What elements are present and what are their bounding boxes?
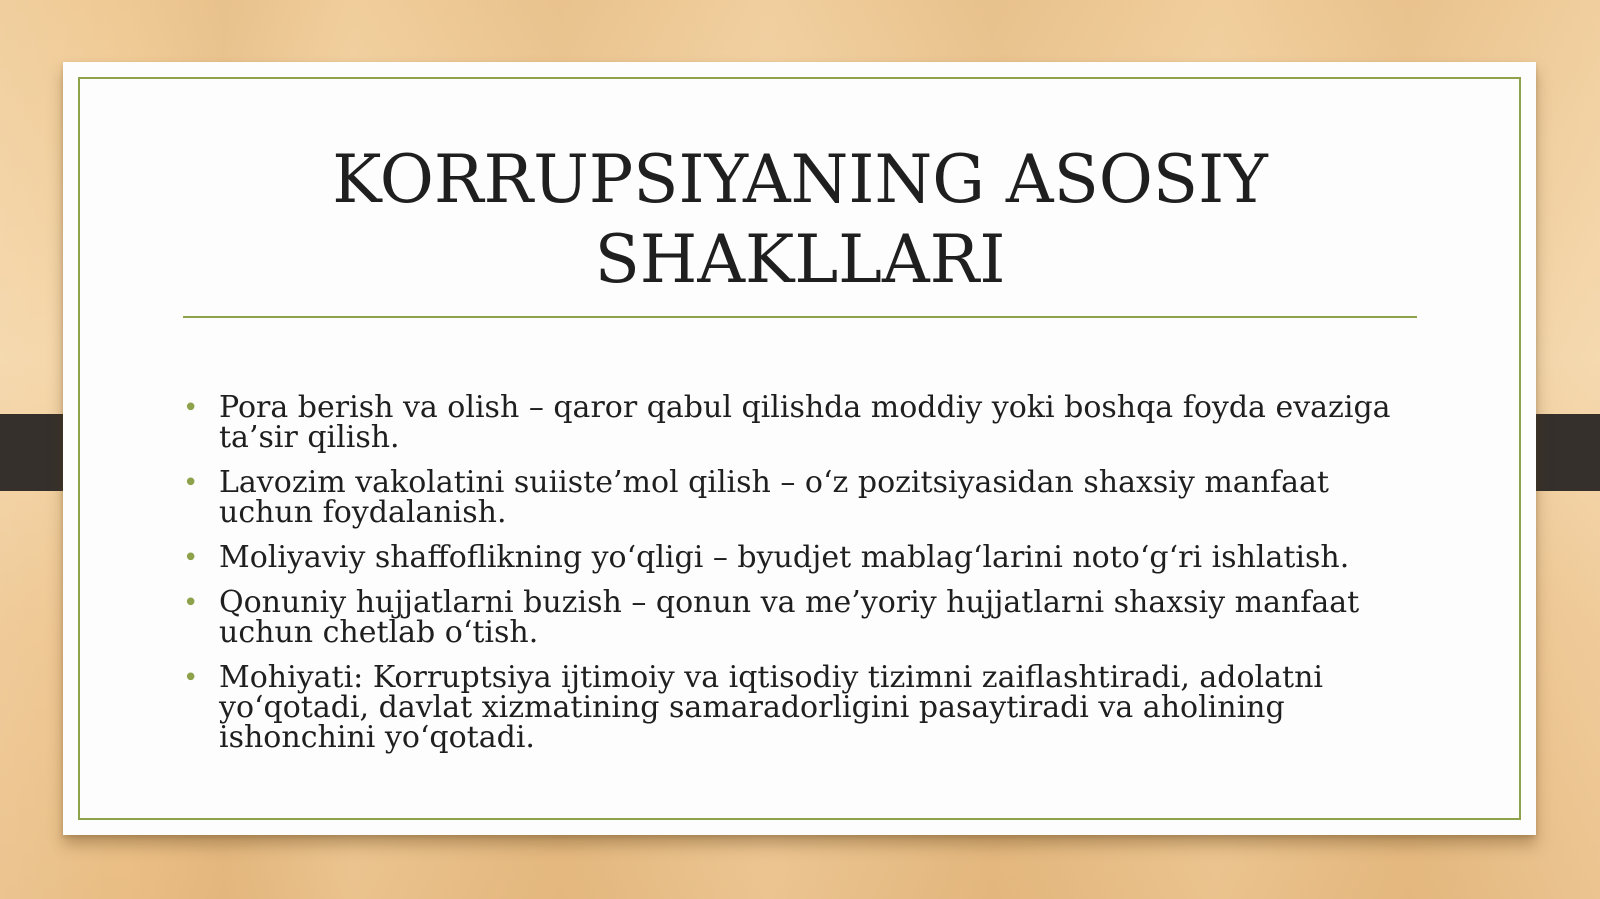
bullet-item [183,465,1413,530]
title-divider [183,316,1417,318]
bullet-item [183,390,1413,455]
bullet-dot-icon: • [183,393,199,423]
bullet-dot-icon: • [183,543,199,573]
bullet-text: Pora berish va olish – qaror qabul qilishda moddiy yoki boshqa foyda evaziga ta’sir qilish. [219,390,1391,455]
bullet-item [183,585,1413,650]
bullet-text: Mohiyati: Korruptsiya ijtimoiy va iqtisodiy tizimni zaiflashtiradi, adolatni yo‘qotadi, davlat xizmatining samaradorligini pasaytiradi va aholining ishonchini yo‘qotadi. [219,660,1324,755]
bullet-item [183,540,1413,575]
bullet-text: Moliyaviy shaffoflikning yo‘qligi – byudjet mablag‘larini noto‘g‘ri ishlatish. [219,540,1350,575]
bullet-list [183,390,1413,768]
bullet-item [183,660,1413,755]
bullet-dot-icon: • [183,468,199,498]
bullet-dot-icon: • [183,663,199,693]
bullet-text: Lavozim vakolatini suiiste’mol qilish – o‘z pozitsiyasidan shaxsiy manfaat uchun foydalanish. [219,465,1329,530]
slide-title: KORRUPSIYANING ASOSIY SHAKLLARI [332,141,1268,298]
bullet-dot-icon: • [183,588,199,618]
bullet-text: Qonuniy hujjatlarni buzish – qonun va me’yoriy hujjatlarni shaxsiy manfaat uchun chetlab o‘tish. [219,585,1360,650]
